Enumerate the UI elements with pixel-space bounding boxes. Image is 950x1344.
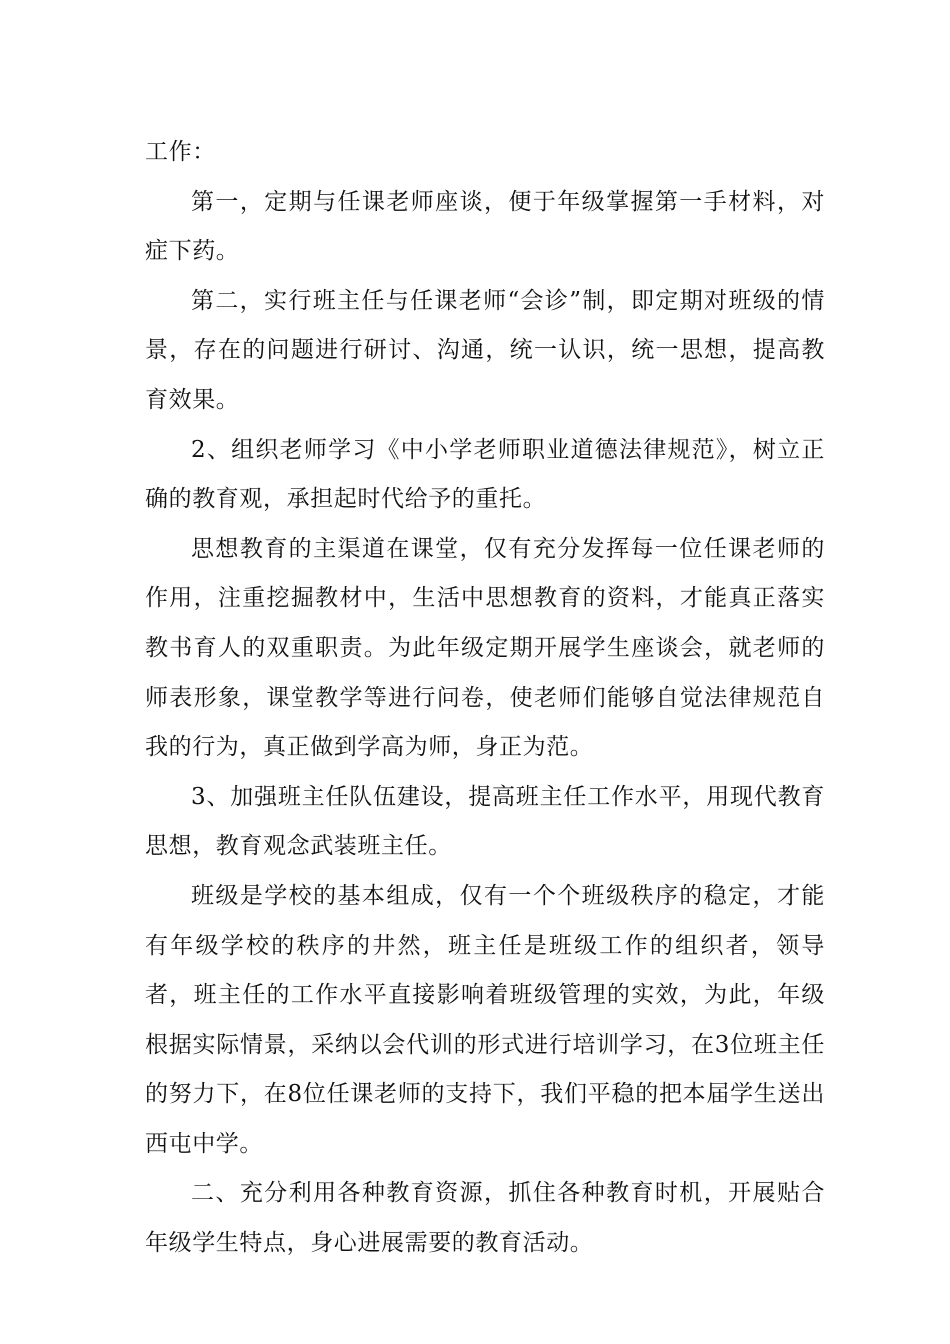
paragraph-first-item: 第一，定期与任课老师座谈，便于年级掌握第一手材料，对症下药。 [145, 188, 825, 265]
document-body [145, 128, 825, 1269]
paragraph-section-3: 3、加强班主任队伍建设，提高班主任工作水平，用现代教育思想，教育观念武装班主任。 [145, 783, 825, 860]
paragraph-part-two: 二、充分利用各种教育资源，抓住各种教育时机，开展贴合年级学生特点，身心进展需要的教育活动。 [145, 1180, 825, 1257]
paragraph-class-composition: 班级是学校的基本组成，仅有一个个班级秩序的稳定，才能有年级学校的秩序的井然，班主任是班级工作的组织者，领导者，班主任的工作水平直接影响着班级管理的实效，为此，年级根据实际情景，采纳以会代训的形式进行培训学习，在3位班主任的努力下，在8位任课老师的支持下，我们平稳的把本届学生送出西屯中学。 [145, 882, 825, 1157]
paragraph-section-2: 2、组织老师学习《中小学老师职业道德法律规范》，树立正确的教育观，承担起时代给予的重托。 [145, 436, 825, 513]
paragraph-second-item: 第二，实行班主任与任课老师“会诊”制，即定期对班级的情景，存在的问题进行研讨、沟通，统一认识，统一思想，提高教育效果。 [145, 287, 825, 413]
paragraph-work-heading: 工作： [145, 139, 216, 165]
paragraph-ideological-education: 思想教育的主渠道在课堂，仅有充分发挥每一位任课老师的作用，注重挖掘教材中，生活中思想教育的资料，才能真正落实教书育人的双重职责。为此年级定期开展学生座谈会，就老师的师表形象，课堂教学等进行问卷，使老师们能够自觉法律规范自我的行为，真正做到学高为师，身正为范。 [145, 535, 825, 761]
